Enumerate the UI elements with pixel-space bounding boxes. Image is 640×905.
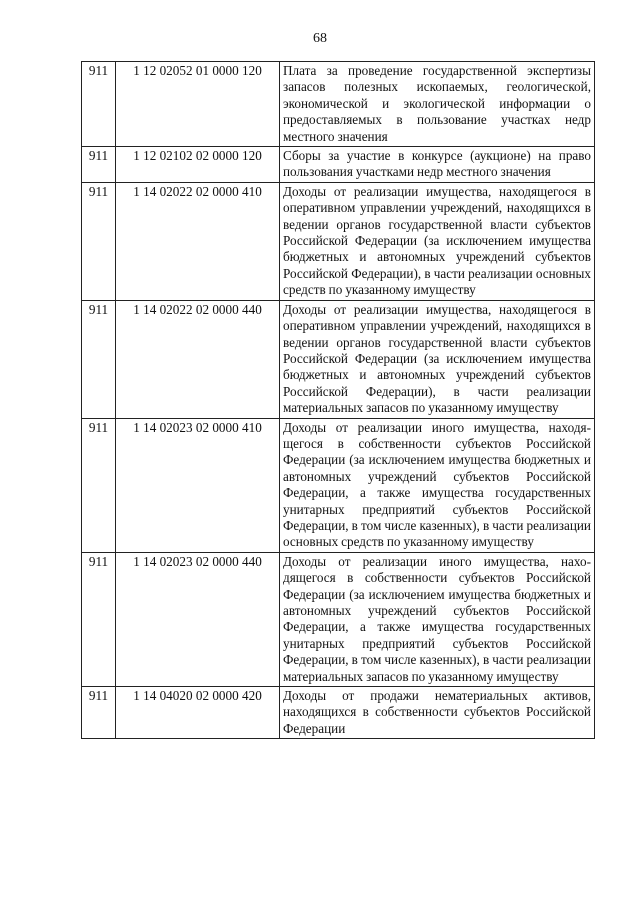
admin-code-cell: 911 bbox=[82, 62, 116, 147]
table-row bbox=[82, 300, 595, 418]
page-number: 68 bbox=[313, 31, 327, 46]
table-row bbox=[82, 62, 595, 147]
admin-code-cell: 911 bbox=[82, 552, 116, 686]
budget-revenue-table bbox=[81, 61, 595, 739]
revenue-description-cell: Плата за проведение государственной экспертизы запасов полезных ископаемых, геологической, экономической и экологической информации о предоставляемых в пользование участках недр местного значения bbox=[280, 62, 595, 147]
table-row bbox=[82, 552, 595, 686]
revenue-description-cell: Доходы от реализации имущества, находящегося в оперативном управлении учреждений, находящихся в ведении органов государственной власти субъектов Российской Федерации (за исключением имущества бюджетных и автономных учреждений субъектов Российской Федерации), в части реализации материальных запасов по указанному имуществу bbox=[280, 300, 595, 418]
admin-code-cell: 911 bbox=[82, 300, 116, 418]
table-row bbox=[82, 418, 595, 552]
revenue-description-cell: Сборы за участие в конкурсе (аукционе) на право пользования участками недр местного значения bbox=[280, 147, 595, 183]
admin-code-cell: 911 bbox=[82, 182, 116, 300]
revenue-description-cell: Доходы от продажи нематериальных активов, находящихся в собственности субъектов Российской Федерации bbox=[280, 687, 595, 739]
admin-code-cell: 911 bbox=[82, 147, 116, 183]
revenue-description-cell: Доходы от реализации иного имущества, находящегося в собственности субъектов Российской Федерации (за исключением имущества бюджетных и автономных учреждений субъектов Российской Федерации, а также имущества государственных унитарных предприятий субъектов Российской Федерации, в том числе казенных), в части реализации материальных запасов по указанному имуществу bbox=[280, 552, 595, 686]
revenue-description-cell: Доходы от реализации имущества, находящегося в оперативном управлении учреждений, находящихся в ведении органов государственной власти субъектов Российской Федерации (за исключением имущества бюджетных и автономных учреждений субъектов Российской Федерации), в части реализации основных средств по указанному имуществу bbox=[280, 182, 595, 300]
revenue-code-cell: 1 12 02102 02 0000 120 bbox=[116, 147, 280, 183]
revenue-code-cell: 1 14 02022 02 0000 410 bbox=[116, 182, 280, 300]
revenue-code-cell: 1 14 02022 02 0000 440 bbox=[116, 300, 280, 418]
revenue-code-cell: 1 14 04020 02 0000 420 bbox=[116, 687, 280, 739]
revenue-code-cell: 1 14 02023 02 0000 440 bbox=[116, 552, 280, 686]
revenue-code-cell: 1 14 02023 02 0000 410 bbox=[116, 418, 280, 552]
table-row bbox=[82, 147, 595, 183]
table-row bbox=[82, 182, 595, 300]
revenue-code-cell: 1 12 02052 01 0000 120 bbox=[116, 62, 280, 147]
revenue-description-cell: Доходы от реализации иного имущества, находящегося в собственности субъектов Российской Федерации (за исключением имущества бюджетных и автономных учреждений субъектов Российской Федерации, а также имущества государственных унитарных предприятий субъектов Российской Федерации, в том числе казенных), в части реализации основных средств по указанному имуществу bbox=[280, 418, 595, 552]
admin-code-cell: 911 bbox=[82, 687, 116, 739]
admin-code-cell: 911 bbox=[82, 418, 116, 552]
table-row bbox=[82, 687, 595, 739]
